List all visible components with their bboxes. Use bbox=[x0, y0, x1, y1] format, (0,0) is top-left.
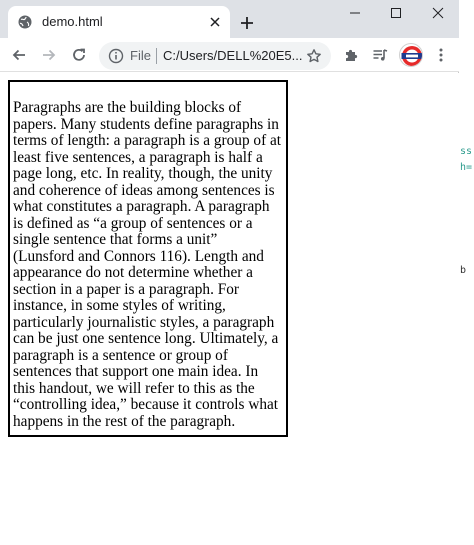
close-icon[interactable] bbox=[206, 13, 224, 31]
tab-strip bbox=[0, 0, 459, 38]
back-button[interactable] bbox=[9, 45, 29, 65]
address-scheme-label: File bbox=[130, 48, 151, 63]
background-code-line: b bbox=[460, 265, 467, 276]
page-viewport bbox=[0, 73, 459, 545]
star-icon[interactable] bbox=[304, 46, 324, 66]
minimize-icon[interactable] bbox=[345, 3, 365, 23]
tab-title: demo.html bbox=[42, 14, 103, 29]
address-bar[interactable] bbox=[99, 42, 331, 70]
forward-button[interactable] bbox=[39, 45, 59, 65]
info-icon[interactable] bbox=[108, 48, 124, 64]
background-code-line: ss bbox=[460, 146, 473, 157]
reload-button[interactable] bbox=[69, 45, 89, 65]
puzzle-icon[interactable] bbox=[341, 45, 361, 65]
globe-icon bbox=[18, 15, 32, 29]
background-editor-window bbox=[458, 0, 474, 545]
paragraph-text: Paragraphs are the building blocks of papers. Many students define paragraphs in terms of length: a paragraph is a group of at least five sentences, a paragraph is half a page long, etc. In reality, though, the unity and coherence of ideas among sentences is what constitutes a paragraph. A paragraph is defined as “a group of sentences or a single sentence that forms a unit” (Lunsford and Connors 116). Length and appearance do not determine whether a section in a paper is a paragraph. For instance, in some styles of writing, particularly journalistic styles, a paragraph can be just one sentence long. Ultimately, a paragraph is a sentence or group of sentences that support one main idea. In this handout, we will refer to this as the “controlling idea,” because it controls what happens in the rest of the paragraph. bbox=[13, 99, 282, 430]
address-url[interactable]: C:/Users/DELL%20E5... bbox=[163, 48, 303, 63]
queue-music-icon[interactable] bbox=[370, 45, 390, 65]
avatar[interactable] bbox=[399, 43, 423, 67]
paragraph-box bbox=[8, 80, 288, 437]
kebab-menu-icon[interactable] bbox=[431, 45, 451, 65]
tab-demo[interactable] bbox=[8, 6, 230, 38]
browser-toolbar bbox=[0, 38, 459, 72]
maximize-icon[interactable] bbox=[386, 3, 406, 23]
new-tab-icon[interactable] bbox=[237, 13, 257, 33]
background-code-line: h= bbox=[460, 162, 473, 173]
close-window-icon[interactable] bbox=[428, 3, 448, 23]
address-divider bbox=[156, 48, 157, 64]
